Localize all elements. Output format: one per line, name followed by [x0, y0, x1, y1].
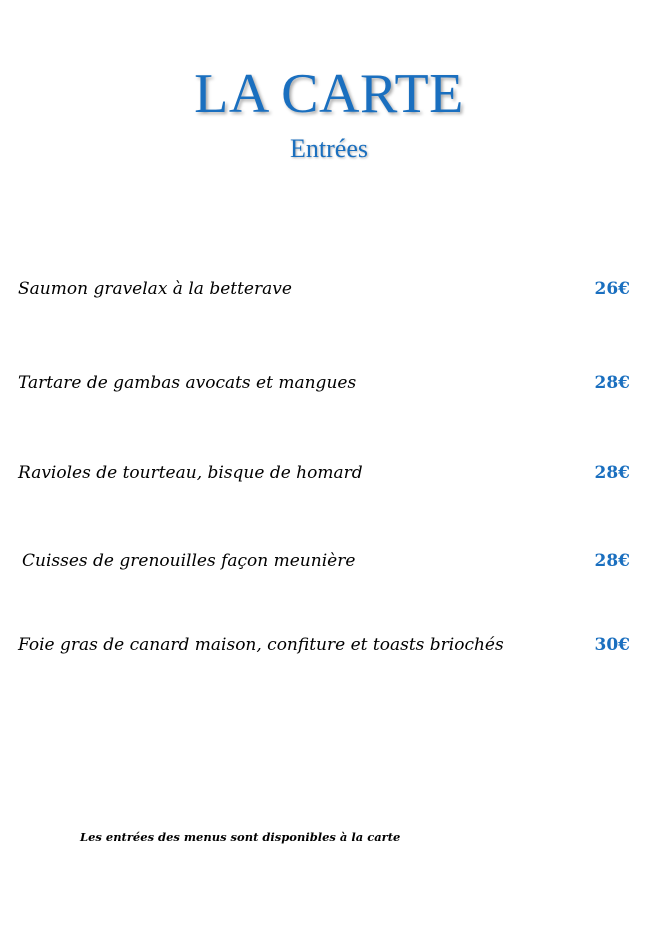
menu-item-price: 30€: [594, 635, 630, 655]
menu-item-price: 28€: [594, 463, 630, 483]
menu-item-name: Cuisses de grenouilles façon meunière: [22, 551, 356, 571]
menu-item: [18, 461, 630, 485]
menu-item: [18, 371, 630, 395]
menu-title: LA CARTE: [194, 63, 464, 125]
menu-footnote: Les entrées des menus sont disponibles à la carte: [80, 830, 401, 844]
menu-item-price: 28€: [594, 373, 630, 393]
menu-section-title: Entrées: [290, 134, 368, 163]
menu-item-name: Foie gras de canard maison, confiture et toasts briochés: [18, 635, 504, 655]
menu-item: [18, 277, 630, 301]
menu-item-price: 26€: [594, 279, 630, 299]
menu-item: [18, 549, 630, 573]
menu-item-name: Ravioles de tourteau, bisque de homard: [18, 463, 363, 483]
menu-item-name: Saumon gravelax à la betterave: [18, 279, 292, 299]
menu-item-price: 28€: [594, 551, 630, 571]
menu-item-name: Tartare de gambas avocats et mangues: [18, 373, 357, 393]
menu-item: [18, 633, 630, 657]
